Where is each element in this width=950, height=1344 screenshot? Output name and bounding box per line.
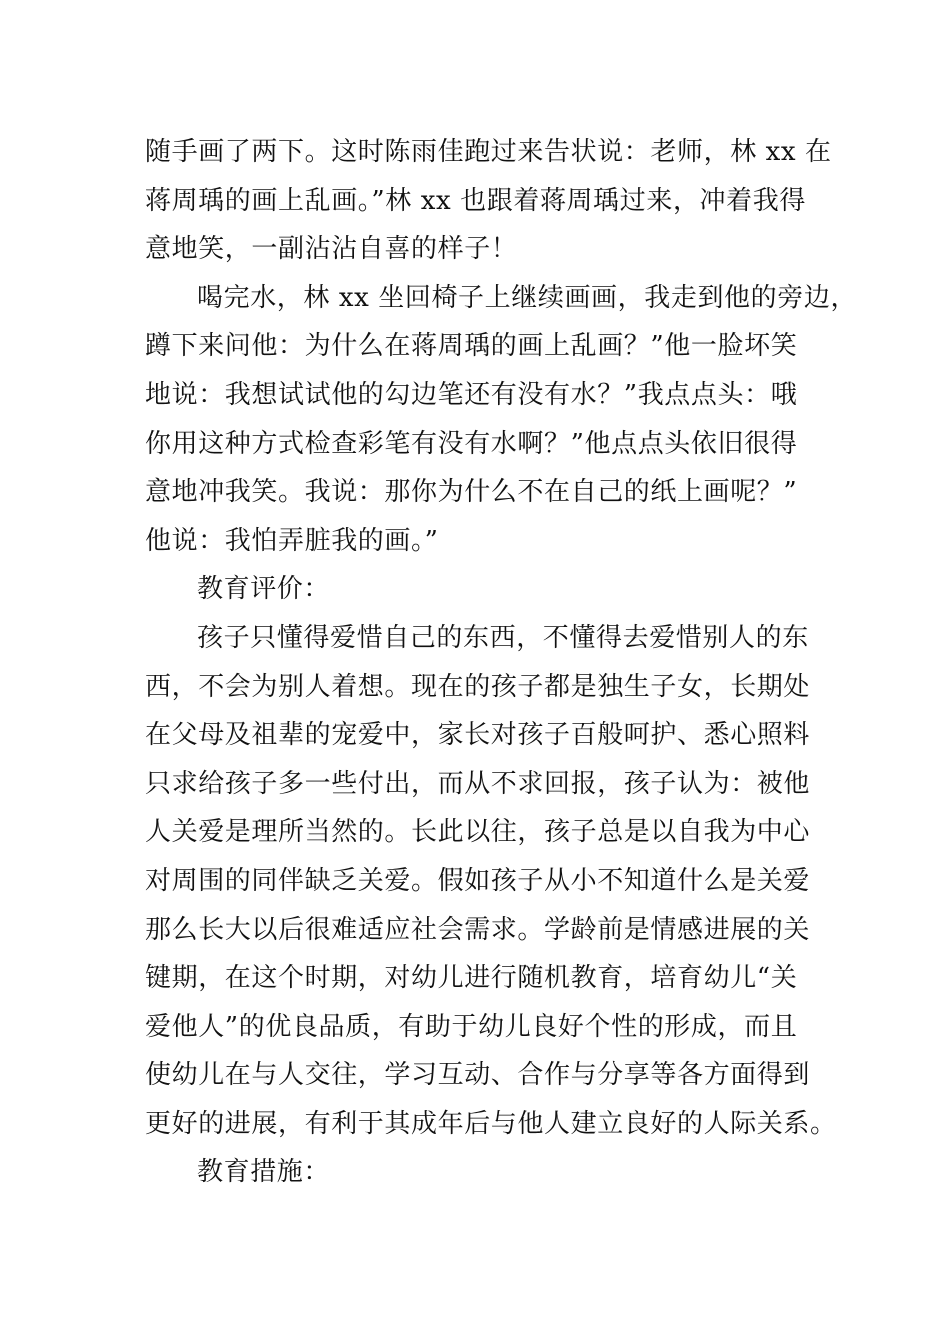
text-line: 地说：我想试试他的勾边笔还有没有水？”我点点头：哦 [145, 379, 798, 410]
text-line: 他说：我怕弄脏我的画。” [145, 525, 439, 556]
text-line: 意地笑，一副沾沾自喜的样子！ [145, 234, 518, 265]
text-line: 在父母及祖辈的宠爱中，家长对孩子百般呵护、悉心照料 [145, 720, 811, 751]
text-line: 蹲下来问他：为什么在蒋周瑀的画上乱画？”他一脸坏笑 [145, 331, 798, 362]
text-line: 爱他人”的优良品质，有助于幼儿良好个性的形成，而且 [145, 1011, 798, 1042]
text-line: 意地冲我笑。我说：那你为什么不在自己的纸上画呢？” [145, 477, 798, 508]
text-line: 使幼儿在与人交往，学习互动、合作与分享等各方面得到 [145, 1060, 811, 1091]
section-heading-measures: 教育措施： [197, 1157, 331, 1188]
text-line: 键期，在这个时期，对幼儿进行随机教育，培育幼儿“关 [145, 963, 798, 994]
text-line: 更好的进展，有利于其成年后与他人建立良好的人际关系。 [145, 1108, 837, 1139]
text-line: 西，不会为别人着想。现在的孩子都是独生子女，长期处 [145, 671, 811, 702]
text-line: 只求给孩子多一些付出，而从不求回报，孩子认为：被他 [145, 768, 811, 799]
text-line: 随手画了两下。这时陈雨佳跑过来告状说：老师，林 xx 在 [145, 137, 832, 167]
text-line: 蒋周瑀的画上乱画。”林 xx 也跟着蒋周瑀过来，冲着我得 [145, 185, 806, 216]
document-body [145, 128, 858, 1197]
text-line: 人关爱是理所当然的。长此以往，孩子总是以自我为中心 [145, 817, 811, 848]
text-line: 那么长大以后很难适应社会需求。学龄前是情感进展的关 [145, 914, 811, 945]
section-heading-evaluation: 教育评价： [197, 574, 331, 605]
paragraph-first-line: 喝完水，林 xx 坐回椅子上继续画画，我走到他的旁边， [197, 282, 858, 313]
text-line: 对周围的同伴缺乏关爱。假如孩子从小不知道什么是关爱 [145, 865, 811, 896]
text-line: 你用这种方式检查彩笔有没有水啊？”他点点头依旧很得 [145, 428, 798, 459]
paragraph-first-line: 孩子只懂得爱惜自己的东西，不懂得去爱惜别人的东 [197, 622, 809, 653]
